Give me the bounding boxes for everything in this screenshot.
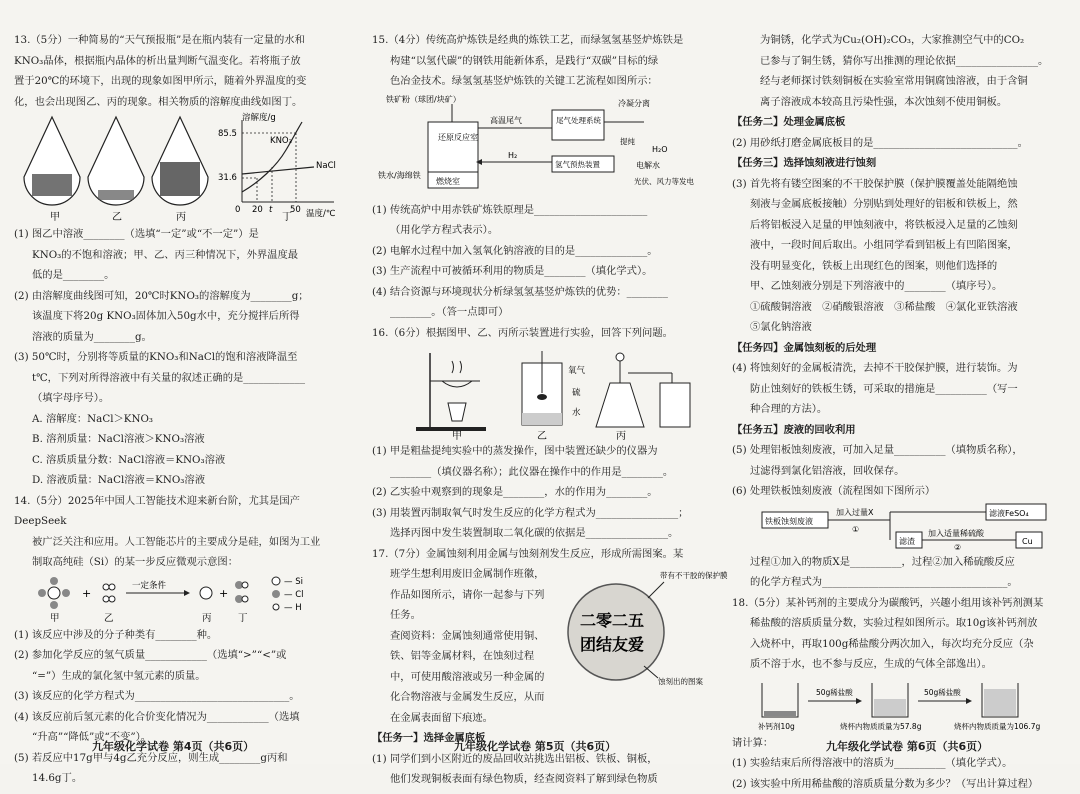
text-line: （填字母序号）。 — [14, 388, 349, 409]
text-line: ⑤氯化钠溶液 — [732, 317, 1067, 338]
text-line: ________（填仪器名称）；此仪器在操作中的作用是________。 — [372, 462, 707, 483]
figure-16-svg — [372, 343, 707, 441]
beaker-1-icon — [762, 683, 798, 717]
text-line: (1) 实验结束后所得溶液中的溶质为__________（填化学式）。 — [732, 753, 1067, 774]
legend-h: — H — [284, 603, 302, 613]
text-line: 13.（5分）一种简易的“天气预报瓶”是在瓶内装有一定量的水和 — [14, 30, 349, 51]
label-jia: 甲 — [50, 613, 60, 624]
tag-oxygen: 氧气 — [568, 365, 586, 376]
flow-metal: Cu — [1022, 537, 1033, 546]
option-c: C. 溶质质量分数：NaCl溶液＝KNO₃溶液 — [14, 450, 349, 471]
flow-power: 光伏、风力等发电 — [634, 176, 694, 186]
text-line: (1) 该反应中涉及的分子种类有________种。 — [14, 625, 349, 646]
text-line: 没有明显变化，铁板上出现红色的图案，则他们选择的 — [732, 256, 1067, 277]
flow-cool: 冷凝分离 — [618, 98, 650, 108]
text-line: 14.（5分）2025年中国人工智能技术迎来新台阶，尤其是国产DeepSeek — [14, 491, 349, 532]
plus-sign: + — [82, 587, 91, 600]
text-line: 过程①加入的物质X是__________，过程②加入稀硫酸反应 — [732, 552, 1067, 573]
oxygen-generator-icon — [596, 353, 690, 427]
text-line: t℃，下列对所得溶液中有关量的叙述正确的是____________ — [14, 368, 349, 389]
option-d: D. 溶液质量：NaCl溶液＝KNO₃溶液 — [14, 470, 349, 491]
figure-14-svg — [14, 573, 349, 625]
figure-18-svg — [732, 675, 1067, 733]
text-line: 置于20℃的环境下，出现的现象如图甲所示，随着外界温度的变 — [14, 71, 349, 92]
flow-elec: 电解水 — [636, 160, 660, 170]
figure-13-svg — [14, 112, 349, 224]
text-line: (2) 乙实验中观察到的现象是________，水的作用为________。 — [372, 482, 707, 503]
text-line: 在金属表面留下痕迹。 — [372, 708, 707, 729]
treat-box — [552, 110, 604, 140]
text-line: 构建“以氢代碳”的钢铁用能新体系，是践行“双碳”目标的绿 — [372, 51, 707, 72]
flow-c1: ① — [852, 525, 859, 534]
text-line: 该温度下将20g KNO₃固体加入50g水中，充分搅拌后所得 — [14, 306, 349, 327]
text-line: 任务。 — [372, 605, 707, 626]
solubility-chart — [218, 112, 336, 223]
badge-note2: 蚀刻出的图案 — [658, 676, 703, 686]
text-line: “=”）生成的氯化氢中氢元素的质量。 — [14, 666, 349, 687]
text-line: 色冶金技术。绿氢氢基竖炉炼铁的关键工艺流程如图所示： — [372, 71, 707, 92]
text-line: (4) 该反应前后氢元素的化合价变化情况为____________（选填 — [14, 707, 349, 728]
tag-water: 水 — [572, 407, 581, 418]
bottle-jia-icon — [24, 117, 80, 205]
text-line: (2) 电解水过程中加入氢氧化钠溶液的目的是______________。 — [372, 241, 707, 262]
text-line: KNO₃晶体，根据瓶内晶体的析出量判断气温变化。若将瓶子放 — [14, 51, 349, 72]
curve-label-kno3: KNO₃ — [270, 136, 292, 146]
beaker-2-icon — [872, 683, 908, 717]
text-line: 后将铝板浸入足量的甲蚀刻液中，将铁板浸入足量的乙蚀刻 — [732, 215, 1067, 236]
reactor-box — [428, 122, 478, 172]
curve-nacl — [242, 167, 314, 174]
bottle-bing-icon — [152, 117, 208, 205]
caption-3: 烧杯内物质质量为106.7g — [954, 721, 1040, 731]
question-16-items — [372, 441, 707, 544]
tag-sulfur: 硫 — [572, 387, 581, 398]
text-line: 制取高纯硅（Si）的某一步反应微观示意图： — [14, 552, 349, 573]
flow-reactor: 还原反应室 — [438, 132, 478, 142]
text-line: 入烧杯中，再取100g稀盐酸分两次加入，每次均充分反应（杂 — [732, 634, 1067, 655]
figure-waste-flow — [732, 502, 1067, 552]
text-line: 种合理的方法）。 — [732, 399, 1067, 420]
legend-si-icon — [272, 577, 280, 585]
task5-title: 【任务五】废液的回收利用 — [732, 420, 1067, 441]
label-jia: 甲 — [50, 211, 60, 223]
question-15-stem — [372, 30, 707, 92]
flow-recycle: 提纯 — [620, 136, 635, 146]
flow-c2: ② — [954, 543, 961, 552]
chart-ylabel: 溶解度/g — [242, 112, 276, 123]
reaction-condition: 一定条件 — [132, 580, 167, 591]
text-line: 15.（4分）传统高炉炼铁是经典的炼铁工艺，而绿氢氢基竖炉炼铁是 — [372, 30, 707, 51]
option-a: A. 溶解度：NaCl＞KNO₃ — [14, 409, 349, 430]
figure-18 — [732, 675, 1067, 733]
flow-step2: 加入适量稀硫酸 — [928, 528, 985, 538]
curve-label-nacl: NaCl — [316, 161, 336, 171]
figure-15-svg — [372, 92, 707, 200]
text-line: (2) 该实验中所用稀盐酸的溶质质量分数为多少？（写出计算过程） — [732, 774, 1067, 794]
text-line: 化合物溶液与金属发生反应，从而 — [372, 687, 707, 708]
evaporation-apparatus-icon — [416, 353, 486, 431]
question-13-stem — [14, 30, 349, 112]
footer-page-5: 九年级化学试卷 第5页（共6页） — [454, 738, 616, 754]
footer-page-6: 九年级化学试卷 第6页（共6页） — [826, 738, 988, 754]
text-line: 刻液与金属底板接触）分别贴到处理好的铝板和铁板上，然 — [732, 194, 1067, 215]
text-line: (5) 若反应中17g甲与4g乙充分反应，则生成________g丙和 — [14, 748, 349, 769]
question-14-items — [14, 625, 349, 789]
text-line: (2) 参加化学反应的氢气质量____________（选填“>”“<”或 — [14, 645, 349, 666]
label-ding: 丁 — [238, 613, 248, 624]
legend-cl: — Cl — [284, 590, 304, 600]
text-line: 铁、铝等金属材料，在蚀刻过程 — [372, 646, 707, 667]
label-yi: 乙 — [112, 211, 122, 223]
beaker-3-icon — [982, 683, 1018, 717]
text-line: （用化学方程式表示）。 — [372, 220, 707, 241]
flow-step1: 加入过量X — [836, 507, 874, 517]
task3-title: 【任务三】选择蚀刻液进行蚀刻 — [732, 153, 1067, 174]
task2-title: 【任务二】处理金属底板 — [732, 112, 1067, 133]
column-page-4 — [14, 30, 349, 730]
text-line: (3) 50℃时，分别将等质量的KNO₃和NaCl的饱和溶液降温至 — [14, 347, 349, 368]
text-line: 液中，一段时间后取出。小组同学看到铝板上有凹陷图案， — [732, 235, 1067, 256]
xtick-50: 50 — [290, 205, 301, 215]
chart-xlabel: 温度/℃ — [306, 208, 336, 219]
text-line: 的化学方程式为____________________________________。 — [732, 572, 1067, 593]
question-13-items — [14, 224, 349, 491]
xtick-20: 20 — [252, 205, 263, 215]
flow-h2o: H₂O — [652, 145, 668, 154]
text-line: (1) 传统高炉中用赤铁矿炼铁原理是______________________ — [372, 200, 707, 221]
text-line: 他们发现铜板表面有绿色物质，经查阅资料了解到绿色物质 — [372, 769, 707, 790]
text-line: KNO₃的不饱和溶液；甲、乙、丙三种情况下，外界温度最 — [14, 245, 349, 266]
text-line: 17.（7分）金属蚀刻利用金属与蚀刻剂发生反应，形成所需图案。某 — [372, 544, 707, 565]
caption-2: 烧杯内物质质量为57.8g — [840, 721, 922, 731]
task4-title: 【任务四】金属蚀刻板的后处理 — [732, 338, 1067, 359]
text-line: ________。（答一点即可） — [372, 302, 707, 323]
text-line: 班学生想利用废旧金属制作班徽， — [372, 564, 707, 585]
text-line: 作品如图所示，请你一起参与下列 — [372, 585, 707, 606]
text-line: (5) 处理铝板蚀刻废液，可加入足量__________（填物质名称）， — [732, 440, 1067, 461]
flow-ore: 铁矿粉（球团/块矿） — [386, 94, 461, 104]
text-line: 质不溶于水，也不参与反应，生成的气体全部逸出）。 — [732, 654, 1067, 675]
text-line: (2) 用砂纸打磨金属底板目的是____________________________。 — [732, 133, 1067, 154]
text-line: (1) 甲是粗盐提纯实验中的蒸发操作，图中装置还缺少的仪器为 — [372, 441, 707, 462]
text-line: (1) 图乙中溶液________（选填“一定”或“不一定”）是 — [14, 224, 349, 245]
text-line: 过滤得到氯化铝溶液，回收保存。 — [732, 461, 1067, 482]
class-badge-figure — [564, 566, 704, 712]
ytick-31: 31.6 — [218, 173, 237, 183]
footer-page-4: 九年级化学试卷 第4页（共6页） — [92, 738, 254, 754]
flow-preheat: 氢气预热装置 — [555, 159, 600, 169]
ytick-85: 85.5 — [218, 129, 237, 139]
xtick-t: t — [269, 205, 273, 215]
text-line: 被广泛关注和应用。人工智能芯片的主要成分是硅，如图为工业 — [14, 532, 349, 553]
text-line: ①硫酸铜溶液 ②硝酸银溶液 ③稀盐酸 ④氯化亚铁溶液 — [732, 297, 1067, 318]
label-ding: 丁 — [282, 211, 292, 223]
text-line: (3) 该反应的化学方程式为______________________________。 — [14, 686, 349, 707]
acid-2: 50g稀盐酸 — [924, 687, 961, 697]
text-line: (2) 由溶解度曲线图可知，20℃时KNO₃的溶解度为________g； — [14, 286, 349, 307]
molecule-bing-icon — [200, 587, 212, 599]
molecule-yi-icon — [103, 584, 115, 602]
question-14-stem — [14, 491, 349, 573]
flow-product: 铁水/海绵铁 — [378, 170, 421, 180]
label-bing: 丙 — [202, 613, 212, 624]
label-bing: 丙 — [616, 430, 626, 442]
text-line: 已参与了铜生锈，猜你写出推测的理论依据________________。 — [732, 51, 1067, 72]
text-line: 查阅资料：金属蚀刻通常使用铜、 — [372, 626, 707, 647]
waste-flow-svg — [732, 502, 1067, 552]
legend-cl-icon — [272, 590, 280, 598]
label-bing: 丙 — [176, 211, 186, 223]
class-badge-svg — [564, 566, 704, 712]
text-line: 中，可使用酸溶液或另一种金属的 — [372, 667, 707, 688]
label-yi: 乙 — [104, 613, 114, 624]
text-line: “升高”“降低”或“不变”）。 — [14, 727, 349, 748]
molecule-ding-icon — [235, 581, 248, 603]
label-yi: 乙 — [537, 430, 547, 442]
plus-sign: + — [219, 587, 228, 600]
flow-liquid: 滤液FeSO₄ — [989, 508, 1029, 518]
text-line: 为铜锈，化学式为Cu₂(OH)₂CO₃，大家推测空气中的CO₂ — [732, 30, 1067, 51]
badge-line2: 团结友爱 — [580, 635, 644, 654]
text-line: 经与老师探讨铁刻铜板在实验室常用铜腐蚀溶液，由于含铜 — [732, 71, 1067, 92]
text-line: 低的是________。 — [14, 265, 349, 286]
flow-residue: 滤渣 — [899, 536, 915, 546]
badge-note1: 带有不干胶的保护膜 — [660, 570, 728, 580]
text-line: 甲、乙蚀刻液分别是下列溶液中的________（填序号）。 — [732, 276, 1067, 297]
text-line: 18.（5分）某补钙剂的主要成分为碳酸钙，兴趣小组用该补钙剂测某 — [732, 593, 1067, 614]
question-16-stem: 16.（6分）根据图甲、乙、丙所示装置进行实验，回答下列问题。 — [372, 323, 707, 344]
text-line: (3) 生产流程中可被循环利用的物质是________（填化学式）。 — [372, 261, 707, 282]
flow-gas: 高温尾气 — [490, 115, 522, 125]
option-b: B. 溶剂质量：NaCl溶液＞KNO₃溶液 — [14, 429, 349, 450]
text-line: 防止蚀刻好的铁板生锈，可采取的措施是__________（写一 — [732, 379, 1067, 400]
task1-title: 【任务一】选择金属底板 — [372, 728, 707, 749]
column-page-5 — [372, 30, 707, 730]
label-jia: 甲 — [452, 430, 462, 442]
flow-burn: 燃烧室 — [436, 176, 460, 186]
sulfur-oxygen-bottle-icon — [522, 351, 562, 425]
text-line: (1) 同学们到小区附近的废品回收站挑选出铝板、铁板、铜板， — [372, 749, 707, 770]
caption-1: 补钙剂10g — [758, 721, 795, 731]
flow-start: 铁板蚀刻废液 — [765, 516, 813, 526]
flow-treat: 尾气处理系统 — [556, 115, 601, 125]
question-17 — [372, 544, 707, 729]
text-line: 选择丙图中发生装置制取二氧化碳的依据是________________。 — [372, 523, 707, 544]
badge-line1: 二零二五 — [580, 611, 644, 630]
text-line: (4) 结合资源与环境现状分析绿氢氢基竖炉炼铁的优势：________ — [372, 282, 707, 303]
molecule-jia-icon — [38, 577, 70, 609]
acid-1: 50g稀盐酸 — [816, 687, 853, 697]
text-line: 稀盐酸的溶质质量分数，实验过程如图所示。取10g该补钙剂放 — [732, 613, 1067, 634]
legend-si: — Si — [284, 577, 303, 587]
column-page-6 — [732, 30, 1067, 730]
text-line: (4) 将蚀刻好的金属板清洗，去掉不干胶保护膜，进行装饰。为 — [732, 358, 1067, 379]
figure-13 — [14, 112, 349, 224]
text-line: (6) 处理铁板蚀刻废液（流程图如下图所示） — [732, 481, 1067, 502]
text-line: (3) 首先将有镂空图案的不干胶保护膜（保护膜覆盖处能隔绝蚀 — [732, 174, 1067, 195]
text-line: 离子溶液成本较高且污染性强，本次蚀刻不使用铜板。 — [732, 92, 1067, 113]
question-15-items — [372, 200, 707, 323]
curve-kno3 — [242, 122, 302, 192]
legend-h-icon — [273, 604, 279, 610]
bottle-yi-icon — [88, 117, 144, 205]
figure-15-flowchart — [372, 92, 707, 200]
text-line: 溶液的质量为________g。 — [14, 327, 349, 348]
figure-16 — [372, 343, 707, 441]
figure-14 — [14, 573, 349, 625]
text-line: 化，也会出现图乙、丙的现象。相关物质的溶解度曲线如图丁。 — [14, 92, 349, 113]
xtick-0: 0 — [235, 205, 240, 215]
text-line: (3) 用装置丙制取氧气时发生反应的化学方程式为________________； — [372, 503, 707, 524]
text-line: 14.6g丁。 — [14, 768, 349, 789]
text-line: 请计算： — [732, 733, 1067, 754]
flow-h2: H₂ — [508, 151, 517, 160]
